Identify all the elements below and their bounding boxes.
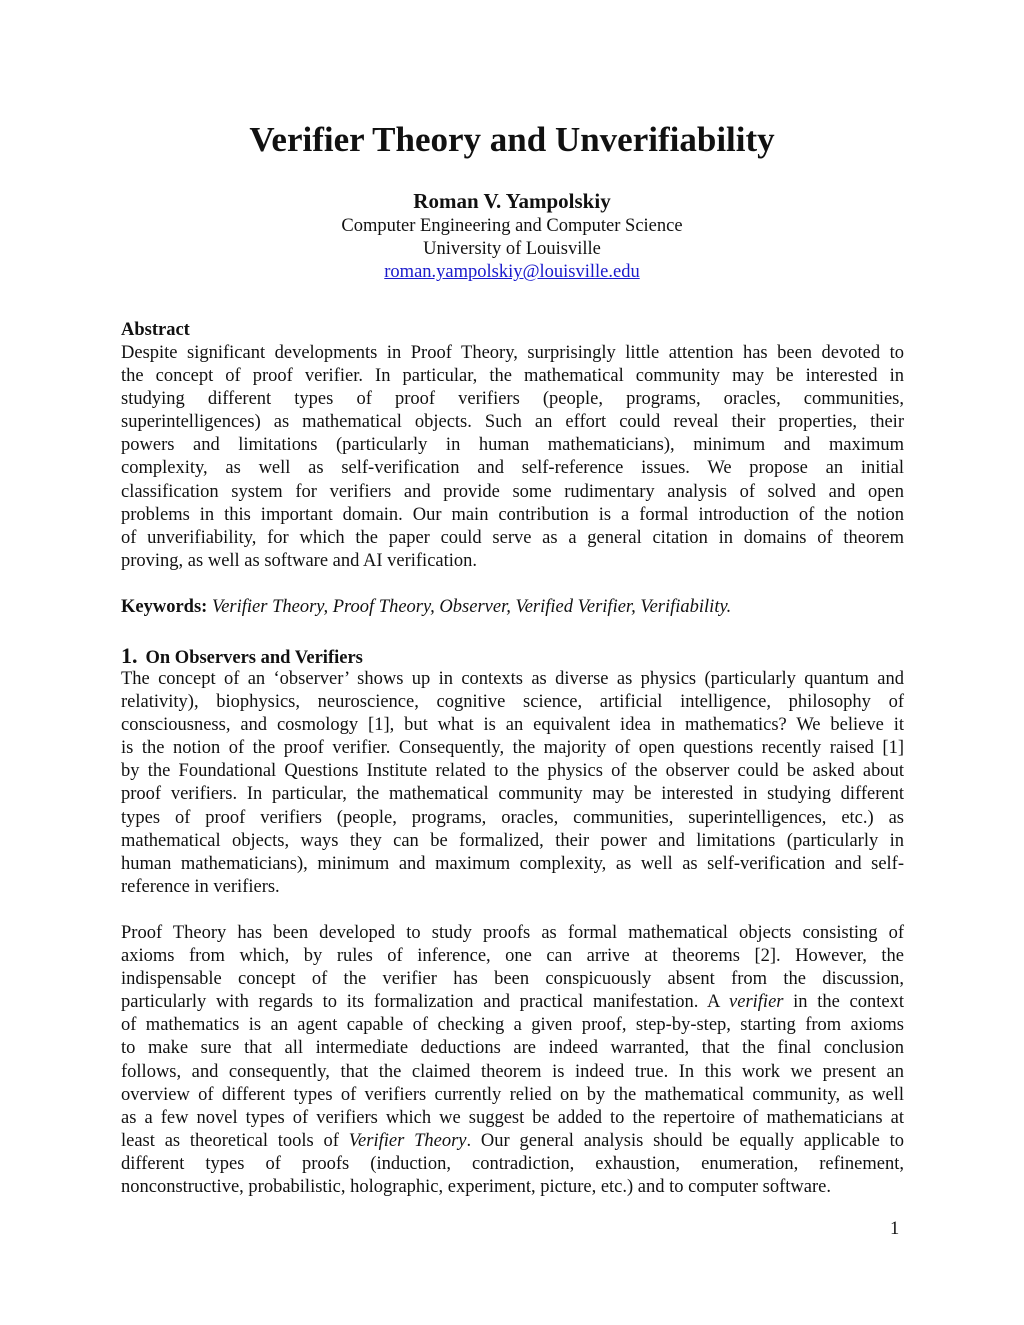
text-line bbox=[121, 1014, 904, 1037]
paragraph-1 bbox=[121, 668, 904, 899]
page-number: 1 bbox=[890, 1219, 900, 1239]
text-segment: proving, as well as software and AI verification. bbox=[121, 550, 478, 571]
text-segment: axioms from which, by rules of inference, one can arrive at theorems [2]. However, the bbox=[121, 946, 904, 967]
text-segment: The concept of an ‘observer’ shows up in contexts as diverse as physics (particularly quantum and bbox=[121, 669, 904, 689]
text-segment: reference in verifiers. bbox=[121, 876, 280, 897]
text-line bbox=[121, 922, 904, 945]
paper-title: Verifier Theory and Unverifiability bbox=[249, 120, 775, 159]
italic-term: Verifier Theory bbox=[348, 1130, 467, 1151]
text-segment: . Our general analysis should be equally applicable to bbox=[466, 1130, 904, 1151]
section-heading bbox=[121, 644, 904, 670]
text-segment: problems in this important domain. Our main contribution is a formal introduction of the notion bbox=[121, 504, 904, 525]
keywords bbox=[121, 596, 904, 619]
text-segment: superintelligences) as mathematical objects. Such an effort could reveal their properties, their bbox=[121, 412, 904, 433]
paragraph-2 bbox=[121, 922, 904, 1199]
text-segment: indispensable concept of the verifier has been conspicuously absent from the discussion, bbox=[121, 969, 904, 990]
text-line bbox=[121, 1153, 904, 1176]
text-line bbox=[121, 807, 904, 830]
text-line bbox=[121, 1176, 904, 1199]
text-line bbox=[121, 760, 904, 783]
text-line bbox=[121, 783, 904, 806]
text-segment: least as theoretical tools of bbox=[121, 1130, 349, 1151]
text-line bbox=[121, 991, 904, 1014]
text-line bbox=[121, 550, 904, 573]
text-line bbox=[121, 1037, 904, 1060]
text-line bbox=[121, 830, 904, 853]
text-segment: Despite significant developments in Proof Theory, surprisingly little attention has been devoted to bbox=[121, 343, 904, 363]
abstract-body bbox=[121, 342, 904, 573]
text-segment: types of proof verifiers (people, programs, oracles, communities, superintelligences, etc.) as bbox=[121, 807, 904, 828]
author-email bbox=[0, 261, 1024, 284]
text-segment: proof verifiers. In particular, the mathematical community may be interested in studying different bbox=[121, 784, 904, 805]
text-segment: of unverifiability, for which the paper could serve as a general citation in domains of theorem bbox=[121, 527, 904, 548]
text-line bbox=[121, 1107, 904, 1130]
text-segment: powers and limitations (particularly in human mathematicians), minimum and maximum bbox=[121, 435, 904, 456]
italic-term: verifier bbox=[729, 992, 784, 1013]
text-segment: to make sure that all intermediate deductions are indeed warranted, that the final conclusion bbox=[121, 1038, 904, 1059]
text-segment: particularly with regards to its formalization and practical manifestation. A bbox=[121, 992, 730, 1013]
text-line bbox=[121, 1130, 904, 1153]
text-segment: studying different types of proof verifiers (people, programs, oracles, communities, bbox=[121, 389, 904, 410]
text-segment: complexity, as well as self-verification and self-reference issues. We propose an initial bbox=[121, 458, 904, 479]
text-segment: consciousness, and cosmology [1], but what is an equivalent idea in mathematics? We believe it bbox=[121, 715, 904, 736]
text-segment: as a few novel types of verifiers which we suggest be added to the repertoire of mathematicians at bbox=[121, 1107, 904, 1128]
author-name: Roman V. Yampolskiy bbox=[413, 189, 611, 213]
text-line bbox=[121, 853, 904, 876]
text-line bbox=[121, 737, 904, 760]
text-line bbox=[121, 668, 904, 691]
text-segment: nonconstructive, probabilistic, holographic, experiment, picture, etc.) and to computer software. bbox=[121, 1177, 831, 1198]
text-line bbox=[121, 434, 904, 457]
text-line bbox=[121, 1084, 904, 1107]
text-segment: human mathematicians), minimum and maximum complexity, as well as self-verification and self- bbox=[121, 853, 904, 874]
text-line bbox=[121, 365, 904, 388]
section-number: 1. bbox=[121, 643, 138, 668]
text-line bbox=[121, 527, 904, 550]
text-line bbox=[121, 1061, 904, 1084]
text-segment: is the notion of the proof verifier. Consequently, the majority of open questions recently raised [1] bbox=[121, 738, 904, 759]
text-segment: different types of proofs (induction, contradiction, exhaustion, enumeration, refinement, bbox=[121, 1153, 904, 1174]
text-line bbox=[121, 342, 904, 365]
abstract-heading: Abstract bbox=[121, 320, 190, 340]
text-segment: relativity), biophysics, neuroscience, cognitive science, artificial intelligence, philosophy of bbox=[121, 692, 904, 713]
text-segment: Proof Theory has been developed to study proofs as formal mathematical objects consisting of bbox=[121, 923, 904, 943]
text-line bbox=[121, 411, 904, 434]
text-line bbox=[121, 481, 904, 504]
text-segment: follows, and consequently, that the claimed theorem is indeed true. In this work we present an bbox=[121, 1061, 904, 1082]
text-segment: the concept of proof verifier. In particular, the mathematical community may be interested in bbox=[121, 366, 904, 387]
keywords-list: Verifier Theory, Proof Theory, Observer, Verified Verifier, Verifiability. bbox=[211, 597, 732, 617]
section-title: On Observers and Verifiers bbox=[145, 648, 363, 668]
text-line bbox=[121, 504, 904, 527]
text-segment: of mathematics is an agent capable of checking a given proof, step-by-step, starting from axioms bbox=[121, 1015, 904, 1036]
affiliation-department: Computer Engineering and Computer Science bbox=[341, 216, 683, 236]
email-link[interactable]: roman.yampolskiy@louisville.edu bbox=[384, 262, 640, 282]
text-segment: mathematical objects, ways they can be formalized, their power and limitations (particularly in bbox=[121, 830, 904, 851]
text-line bbox=[121, 714, 904, 737]
text-segment: overview of different types of verifiers currently relied on by the mathematical community, as well bbox=[121, 1084, 904, 1105]
text-line bbox=[121, 388, 904, 411]
text-segment: classification system for verifiers and provide some rudimentary analysis of solved and open bbox=[121, 481, 904, 502]
text-line bbox=[121, 457, 904, 480]
text-segment: by the Foundational Questions Institute related to the physics of the observer could be asked about bbox=[121, 761, 904, 782]
text-line bbox=[121, 876, 904, 899]
keywords-label: Keywords: bbox=[121, 597, 208, 617]
affiliation-university: University of Louisville bbox=[423, 239, 601, 259]
text-line bbox=[121, 968, 904, 991]
text-line bbox=[121, 945, 904, 968]
text-line bbox=[121, 691, 904, 714]
text-segment: in the context bbox=[783, 992, 904, 1013]
